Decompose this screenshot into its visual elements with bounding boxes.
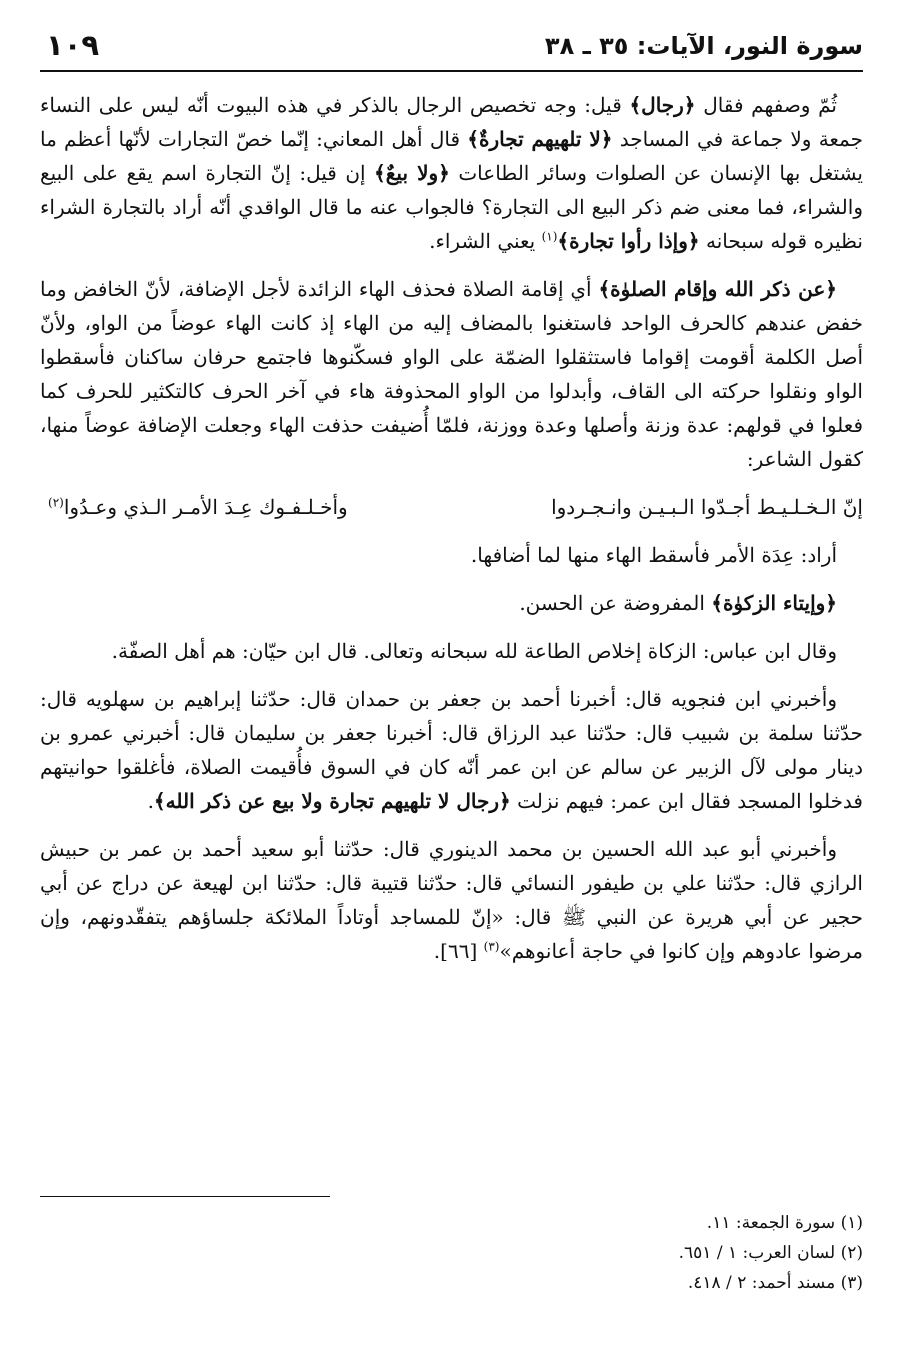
footnote-marker: (٢) — [48, 495, 64, 510]
footnote-text: مسند أحمد: ٢ / ٤١٨. — [687, 1273, 836, 1293]
text-run: قال أهل المعاني: إنّما خصّ التجارات لأنّها أعظم ما يشتغل بها الإنسان عن الصلوات وسائر الطاعات — [40, 127, 863, 185]
quran-quote: ﴿وإيتاء الزكوٰة﴾ — [711, 591, 837, 615]
footnote-marker: (٣) — [483, 939, 500, 954]
page-number: ١٠٩ — [46, 28, 100, 62]
footnote-number: (٢) — [840, 1243, 863, 1263]
text-run: إن قيل: إنّ التجارة اسم يقع على البيع والشراء، فما معنى ضم ذكر البيع الى التجارة؟ فالجواب عنه ما قال الواقدي أنّه أراد بالتجارة الشراء نظيره قوله سبحانه — [40, 161, 863, 253]
poem-hemistich-1: إنّ الـخـلـيـط أجـدّوا الـبـيـن وانـجـردوا — [551, 495, 863, 519]
text-run: يعني الشراء. — [429, 229, 542, 253]
text-run: وأخبرني أبو عبد الله الحسين بن محمد الدينوري قال: حدّثنا أبو سعيد أحمد بن عمر بن حبيش الرازي قال: حدّثنا علي بن طيفور النسائي قال: حدّثنا قتيبة قال: حدّثنا ابن لهيعة عن دراج عن أبي حجير عن أبي هريرة عن النبي ﷺ قال: «إنّ للمساجد أوتاداً الملائكة جلساؤهم يتفقّدونهم، وإن مرضوا عادوهم وإن كانوا في حاجة أعانوهم» — [40, 837, 863, 963]
footnote-separator — [40, 1196, 330, 1197]
paragraph-4 — [40, 586, 863, 620]
text-run: قيل: وجه تخصيص الرجال بالذكر في هذه البيوت أنّه ليس على النساء جمعة ولا جماعة في المساجد — [40, 93, 863, 151]
footnote-number: (٣) — [840, 1273, 863, 1293]
text-run: . — [147, 789, 154, 813]
paragraph-1 — [40, 88, 863, 258]
poem-hemistich-2 — [48, 490, 348, 524]
main-text — [40, 88, 863, 982]
quran-quote: ﴿عن ذكر الله وإقام الصلوٰة﴾ — [598, 277, 837, 301]
footnote-text: لسان العرب: ١ / ٦٥١. — [678, 1243, 836, 1263]
quran-quote: ﴿رجال﴾ — [629, 93, 696, 117]
footnote-item — [463, 1208, 863, 1238]
text-run: ثُمّ وصفهم فقال — [695, 93, 837, 117]
running-header — [40, 26, 863, 72]
poem-text: وأخـلـفـوك عِـدَ الأمـر الـذي وعـدُوا — [63, 495, 348, 519]
text-run: وأخبرني ابن فنجويه قال: أخبرنا أحمد بن جعفر بن حمدان قال: حدّثنا إبراهيم بن سهلويه قال: حدّثنا سلمة بن شبيب قال: حدّثنا عبد الرزاق قال: أخبرنا جعفر بن سليمان قال: أخبرني عمرو بن دينار مولى لآل الزبير عن سالم عن ابن عمر أنّه كان في السوق فأُقيمت الصلاة، فأغلقوا حوانيتهم فدخلوا المسجد فقال ابن عمر: فيهم نزلت — [40, 687, 863, 813]
paragraph-2 — [40, 272, 863, 476]
quran-quote: ﴿رجال لا تلهيهم تجارة ولا بيع عن ذكر الله﴾ — [153, 789, 511, 813]
surah-title: سورة النور، الآيات: ٣٥ ـ ٣٨ — [544, 32, 863, 60]
footnote-item — [463, 1238, 863, 1268]
paragraph-7 — [40, 832, 863, 968]
poetry-verse — [40, 490, 863, 524]
text-run: المفروضة عن الحسن. — [519, 591, 712, 615]
text-run: أي إقامة الصلاة فحذف الهاء الزائدة لأجل الإضافة، لأنّ الخافض وما خفض عندهم كالحرف الواحد فاستغنوا بالمضاف إليه من الهاء إذ كانت الهاء عوضاً من الواو، ولأنّ أصل الكلمة أقومت إقواما فاستثقلوا الضمّة على الواو فسكّنوها فاجتمع حرفان ساكنان فأسقطوا الواو ونقلوا حركته الى القاف، وأبدلوا من الواو المحذوفة هاء في آخر الحرف كالتكثير للحرف كما فعلوا في قولهم: عدة وزنة وأصلها وعدة ووزنة، فلمّا أُضيفت حذفت الهاء وجعلت الإضافة عوضاً منها، كقول الشاعر: — [40, 277, 863, 471]
text-run: [٦٦]. — [433, 939, 484, 963]
footnote-marker: (١) — [541, 229, 558, 244]
paragraph-3: أراد: عِدَة الأمر فأسقط الهاء منها لما أضافها. — [470, 543, 837, 567]
paragraph-6 — [40, 682, 863, 818]
quran-quote: ﴿ولا بيعٌ﴾ — [374, 161, 450, 185]
footnote-item — [463, 1268, 863, 1298]
paragraph-5: وقال ابن عباس: الزكاة إخلاص الطاعة لله سبحانه وتعالى. قال ابن حيّان: هم أهل الصفّة. — [111, 639, 837, 663]
footnote-text: سورة الجمعة: ١١. — [706, 1213, 836, 1233]
quran-quote: ﴿وإذا رأوا تجارة﴾ — [557, 229, 700, 253]
footnotes — [463, 1208, 863, 1298]
quran-quote: ﴿لا تلهيهم تجارةٌ﴾ — [467, 127, 613, 151]
footnote-number: (١) — [840, 1213, 863, 1233]
